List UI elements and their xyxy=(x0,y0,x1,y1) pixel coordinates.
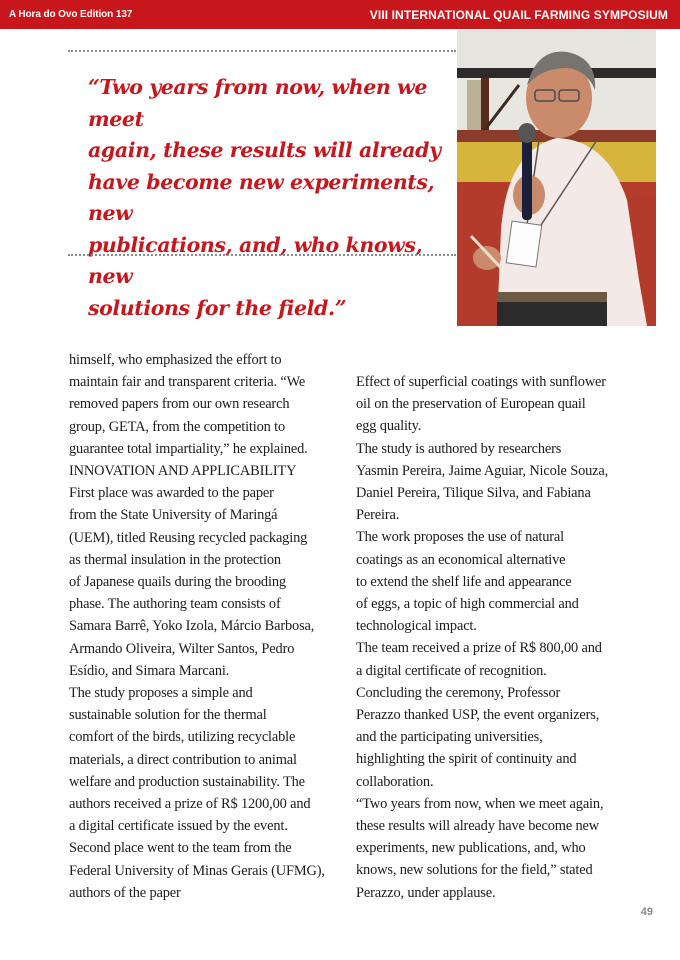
article-line: The work proposes the use of natural xyxy=(356,529,565,546)
section-subheading: INNOVATION AND APPLICABILITY xyxy=(69,463,297,480)
article-line: authors received a prize of R$ 1200,00 and xyxy=(69,796,311,813)
article-line: experiments, new publications, and, who xyxy=(356,840,586,857)
article-line: of eggs, a topic of high commercial and xyxy=(356,596,579,613)
pull-quote xyxy=(88,72,448,324)
page-header-bar xyxy=(0,0,680,29)
article-line: removed papers from our own research xyxy=(69,396,290,413)
article-line: Perazzo thanked USP, the event organizers, xyxy=(356,707,600,724)
article-line: welfare and production sustainability. The xyxy=(69,773,305,790)
article-line: Daniel Pereira, Tilique Silva, and Fabiana xyxy=(356,485,591,502)
article-line: from the State University of Maringá xyxy=(69,507,278,524)
article-line: Yasmin Pereira, Jaime Aguiar, Nicole Souza, xyxy=(356,462,609,479)
article-line: guarantee total impartiality,” he explained. xyxy=(69,440,308,457)
article-line: The study is authored by researchers xyxy=(356,440,562,457)
article-line: Concluding the ceremony, Professor xyxy=(356,684,561,701)
article-line: technological impact. xyxy=(356,618,477,635)
article-line: maintain fair and transparent criteria. “We xyxy=(69,374,306,391)
article-column-1 xyxy=(69,349,354,904)
article-line: egg quality. xyxy=(356,418,422,435)
article-line: coatings as an economical alternative xyxy=(356,551,566,568)
article-line: a digital certificate issued by the event. xyxy=(69,818,288,835)
pull-quote-line: publications, and, who knows, new xyxy=(88,232,423,288)
article-line: First place was awarded to the paper xyxy=(69,485,274,502)
speaker-photo-illustration xyxy=(457,30,656,326)
publication-title: A Hora do Ovo Edition 137 xyxy=(9,9,133,20)
section-title: VIII INTERNATIONAL QUAIL FARMING SYMPOSIUM xyxy=(369,8,668,22)
dotted-divider-bottom xyxy=(68,254,456,256)
dotted-divider-top xyxy=(68,50,456,52)
article-line: The team received a prize of R$ 800,00 and xyxy=(356,640,602,657)
article-line: The study proposes a simple and xyxy=(69,685,253,702)
article-line: these results will already have become new xyxy=(356,818,600,835)
speaker-photo xyxy=(457,30,656,326)
article-line: knows, new solutions for the field,” stated xyxy=(356,862,593,879)
article-line: Armando Oliveira, Wilter Santos, Pedro xyxy=(69,640,295,657)
article-line: himself, who emphasized the effort to xyxy=(69,352,282,368)
article-line: phase. The authoring team consists of xyxy=(69,596,281,613)
article-line: Second place went to the team from the xyxy=(69,840,292,857)
article-line: Pereira. xyxy=(356,507,400,524)
article-line: Perazzo, under applause. xyxy=(356,884,496,901)
article-line: of Japanese quails during the brooding xyxy=(69,574,286,591)
pull-quote-line: “Two years from now, when we meet xyxy=(88,75,428,131)
article-line: and the participating universities, xyxy=(356,729,543,746)
article-line: as thermal insulation in the protection xyxy=(69,551,281,568)
article-line: (UEM), titled Reusing recycled packaging xyxy=(69,529,308,546)
article-line: highlighting the spirit of continuity and xyxy=(356,751,577,768)
article-line: materials, a direct contribution to animal xyxy=(69,751,297,768)
article-column-2 xyxy=(356,371,646,904)
article-line: oil on the preservation of European quail xyxy=(356,396,586,413)
article-line: comfort of the birds, utilizing recyclable xyxy=(69,729,296,746)
article-line: authors of the paper xyxy=(69,884,181,901)
article-line: collaboration. xyxy=(356,773,434,790)
article-line: Effect of superficial coatings with sunflower xyxy=(356,374,606,390)
pull-quote-line: again, these results will already xyxy=(88,138,441,162)
article-line: a digital certificate of recognition. xyxy=(356,662,547,679)
article-line: Esídio, and Simara Marcani. xyxy=(69,662,230,679)
pull-quote-line: solutions for the field.” xyxy=(88,295,347,320)
article-line: to extend the shelf life and appearance xyxy=(356,573,572,590)
page-number: 49 xyxy=(640,906,653,918)
article-line: sustainable solution for the thermal xyxy=(69,707,267,724)
article-line: group, GETA, from the competition to xyxy=(69,418,286,435)
article-line: Federal University of Minas Gerais (UFMG), xyxy=(69,862,325,879)
article-line: Samara Barrê, Yoko Izola, Márcio Barbosa, xyxy=(69,618,315,635)
article-line: “Two years from now, when we meet again, xyxy=(356,795,604,812)
pull-quote-line: have become new experiments, new xyxy=(88,169,435,225)
